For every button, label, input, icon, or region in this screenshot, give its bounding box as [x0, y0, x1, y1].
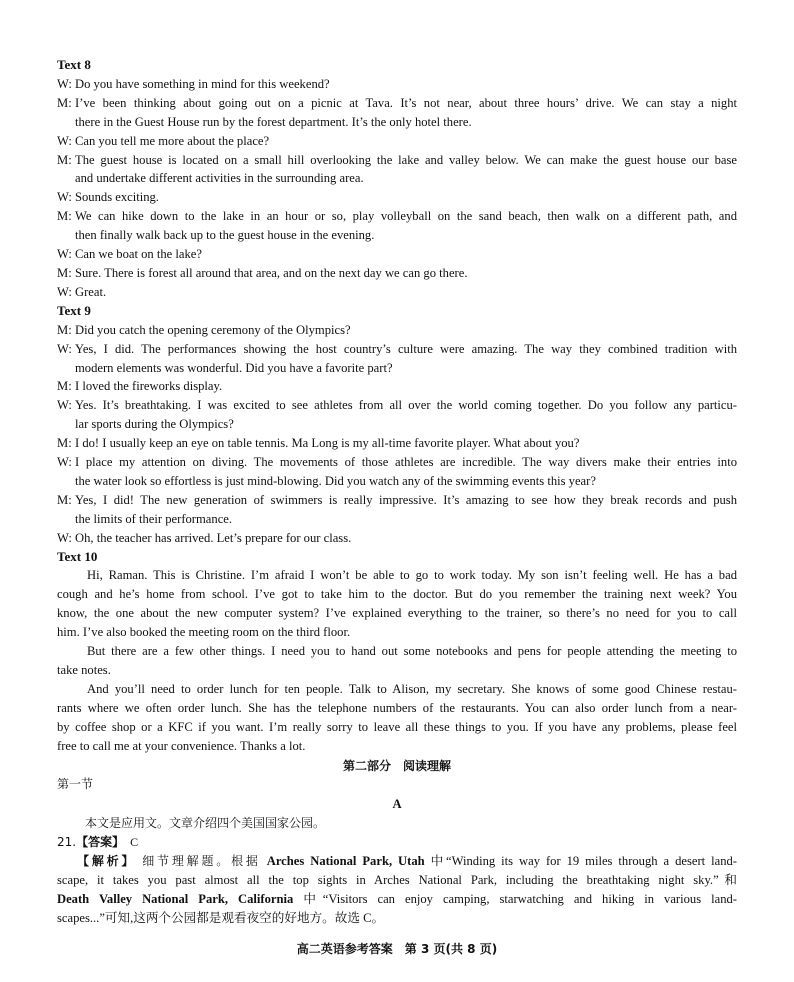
dialogue-text: We can hike down to the lake in an hour or so, play volleyball on the sand beach, then walk on a different path, and: [75, 209, 737, 224]
paragraph: [57, 680, 737, 756]
analysis-text-1c: 中“Winding its way for 19 miles through a desert land-: [430, 854, 737, 869]
dialogue-text: and undertake different activities in the surrounding area.: [75, 171, 364, 186]
dialogue-text: the limits of their performance.: [75, 511, 233, 526]
dialogue-turn: [57, 264, 737, 283]
dialogue-turn: [57, 340, 737, 378]
dialogue-text: Do you have something in mind for this weekend?: [75, 76, 330, 91]
paragraph-line: by coffee shop or a KFC if you want. I’m really sorry to leave all these things to you. If you have any problems, please feel: [57, 719, 737, 734]
speaker-label: M:: [57, 492, 72, 507]
dialogue-text: I’ve been thinking about going out on a picnic at Tava. It’s not near, about three hours’ drive. We can stay a night: [75, 95, 737, 110]
dialogue-text: Can we boat on the lake?: [75, 247, 202, 262]
analysis-line-3: [57, 890, 737, 909]
answer-page: [57, 56, 737, 928]
dialogue-text: Yes, I did! The new generation of swimmers is really impressive. It’s amazing to see how they break records and push: [75, 492, 737, 507]
analysis-line-4: [57, 909, 737, 928]
dialogue-turn: [57, 132, 737, 151]
dialogue-turn: [57, 75, 737, 94]
paragraph-line: free to call me at your convenience. Thanks a lot.: [57, 738, 306, 753]
paragraph-line: take notes.: [57, 663, 111, 677]
speaker-label: W:: [57, 341, 72, 356]
dialogue-turn: [57, 188, 737, 207]
speaker-label: W:: [57, 398, 72, 413]
paragraph-line: Hi, Raman. This is Christine. I’m afraid I won’t be able to go to work today. My son isn’t feeling well. He has a bad: [87, 568, 737, 583]
dialogue-text: there in the Guest House run by the forest department. It’s the only hotel there.: [75, 114, 472, 129]
text9-title: Text 9: [57, 302, 91, 318]
dialogue-text: Yes, I did. The performances showing the host country’s culture were amazing. The way they combined tradition with: [75, 341, 737, 356]
analysis-text-3c: 中“Visitors can enjoy camping, starwatching and hiking in various land-: [303, 891, 737, 906]
answer-line: [57, 833, 737, 852]
dialogue-text: Did you catch the opening ceremony of the Olympics?: [75, 322, 351, 337]
text10-monologue: [57, 566, 737, 755]
dialogue-text: I place my attention on diving. The movements of those athletes are incredible. The way divers make their entries into: [75, 455, 737, 470]
dialogue-text: Sounds exciting.: [75, 190, 159, 205]
dialogue-text: Great.: [75, 284, 107, 299]
question-number: 21.: [57, 835, 77, 850]
paragraph: [57, 566, 737, 642]
dialogue-text: lar sports during the Olympics?: [75, 417, 234, 432]
text8-title: Text 8: [57, 57, 91, 72]
dialogue-turn: [57, 283, 737, 302]
paragraph-line: cough and he’s home from school. I’ve got to take him to the doctor. But do you remember the training next week? You: [57, 587, 737, 602]
speaker-label: M:: [57, 152, 72, 167]
dialogue-text: then finally walk back up to the guest house in the evening.: [75, 228, 375, 243]
speaker-label: M:: [57, 379, 72, 394]
section-label: 第一节: [57, 777, 94, 792]
dialogue-text: Can you tell me more about the place?: [75, 133, 270, 148]
answer-label: 【答案】: [76, 835, 125, 850]
speaker-label: M:: [57, 436, 72, 451]
dialogue-turn: [57, 396, 737, 434]
analysis-block: [57, 852, 737, 928]
analysis-text-4: scapes...”可知,这两个公园都是观看夜空的好地方。故选 C。: [57, 910, 385, 925]
dialogue-turn: [57, 245, 737, 264]
answer-value: C: [130, 835, 139, 850]
text10-title: Text 10: [57, 548, 98, 564]
paragraph-line: rants where we often order lunch. She has the telephone numbers of the restaurants. You can also order lunch from a near-: [57, 700, 737, 715]
paragraph-line: him. I’ve also booked the meeting room on the third floor.: [57, 625, 351, 640]
speaker-label: W:: [57, 284, 72, 299]
text9-dialogue: [57, 321, 737, 548]
analysis-line-1: [57, 852, 737, 871]
analysis-text-2: scape, it takes you past almost all the top sights in Arches National Park, including the breathtaking night sky.”和: [57, 872, 737, 887]
speaker-label: M:: [57, 265, 72, 280]
passage-intro: 本文是应用文。文章介绍四个美国国家公园。: [85, 816, 326, 831]
speaker-label: M:: [57, 95, 72, 110]
park-name-arches: Arches National Park, Utah: [266, 854, 425, 869]
dialogue-text: Oh, the teacher has arrived. Let’s prepare for our class.: [75, 530, 352, 545]
dialogue-text: I do! I usually keep an eye on table tennis. Ma Long is my all-time favorite player. What about you?: [75, 436, 580, 451]
analysis-label: 【解析】: [77, 854, 137, 869]
analysis-line-2: [57, 871, 737, 890]
speaker-label: W:: [57, 190, 72, 205]
speaker-label: M:: [57, 322, 72, 337]
dialogue-text: I loved the fireworks display.: [75, 379, 223, 394]
part2-heading: 第二部分 阅读理解: [342, 758, 451, 773]
speaker-label: W:: [57, 530, 72, 545]
dialogue-turn: [57, 207, 737, 245]
paragraph-line: But there are a few other things. I need you to hand out some notebooks and pens for people attending the meeting to: [87, 644, 737, 659]
speaker-label: W:: [57, 247, 72, 262]
analysis-text-1a: 细节理解题。根据: [142, 854, 261, 869]
dialogue-turn: [57, 491, 737, 529]
dialogue-text: Sure. There is forest all around that area, and on the next day we can go there.: [75, 265, 468, 280]
dialogue-turn: [57, 321, 737, 340]
text8-dialogue: [57, 75, 737, 302]
dialogue-turn: [57, 453, 737, 491]
dialogue-text: The guest house is located on a small hill overlooking the lake and valley below. We can make the guest house our base: [75, 152, 737, 167]
park-name-death-valley: Death Valley National Park, California: [57, 891, 294, 906]
dialogue-text: modern elements was wonderful. Did you have a favorite part?: [75, 360, 393, 375]
paragraph: [57, 642, 737, 680]
speaker-label: W:: [57, 455, 72, 470]
page-footer: 高二英语参考答案 第 3 页(共 8 页): [296, 942, 498, 956]
dialogue-turn: [57, 151, 737, 189]
speaker-label: M:: [57, 209, 72, 224]
speaker-label: W:: [57, 76, 72, 91]
dialogue-text: Yes. It’s breathtaking. I was excited to see athletes from all over the world coming together. Do you follow any particu-: [75, 398, 737, 413]
speaker-label: W:: [57, 133, 72, 148]
dialogue-text: the water look so effortless is just mind-blowing. Did you watch any of the swimming events this year?: [75, 473, 596, 488]
paragraph-line: And you’ll need to order lunch for ten people. Talk to Alison, my secretary. She knows of some good Chinese restau-: [87, 681, 737, 696]
dialogue-turn: [57, 94, 737, 132]
paragraph-line: know, the one about the new computer system? I’ve explained everything to the trainer, so there’s no need for you to call: [57, 606, 737, 621]
dialogue-turn: [57, 377, 737, 396]
passage-letter: A: [392, 797, 402, 812]
dialogue-turn: [57, 529, 737, 548]
dialogue-turn: [57, 434, 737, 453]
